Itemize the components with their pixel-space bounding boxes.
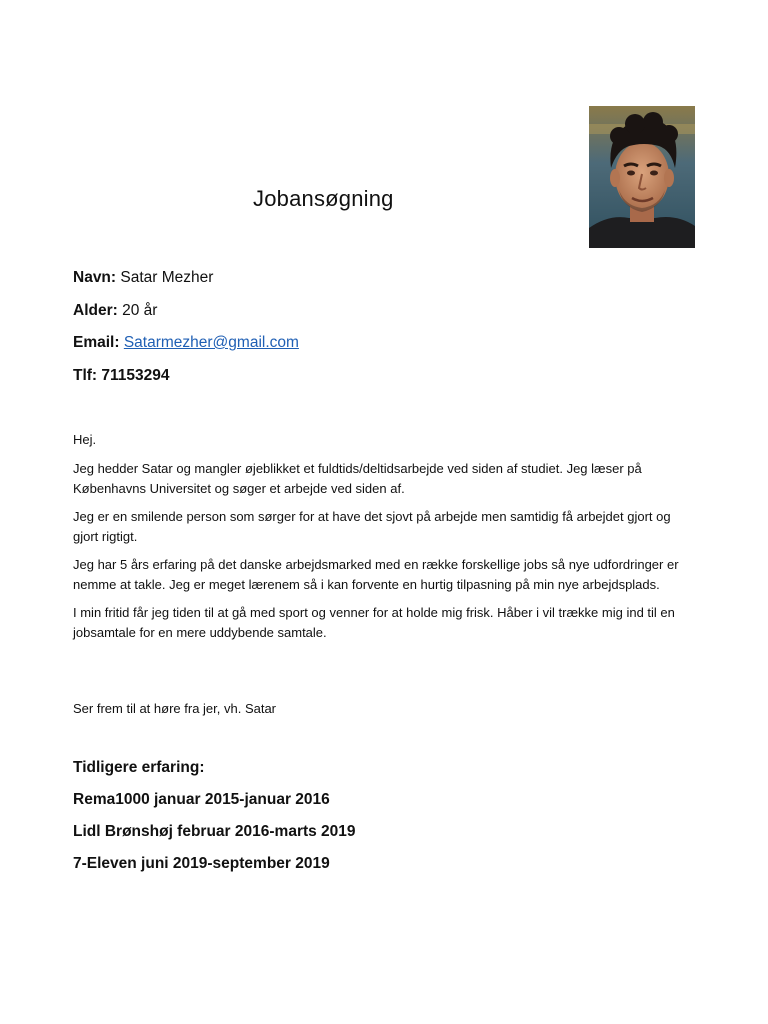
experience-heading: Tidligere erfaring:: [73, 759, 205, 776]
paragraph: Jeg har 5 års erfaring på det danske arbejdsmarked med en række forskellige jobs så nye udfordringer er nemme at takle. Jeg er meget lærenem så i kan forvente en hurtig tilpasning på min nye arbejdsplads.: [73, 557, 679, 592]
experience-section: [73, 758, 693, 886]
email-link[interactable]: Satarmezher@gmail.com: [123, 334, 299, 351]
experience-item: 7-Eleven juni 2019-september 2019: [73, 855, 330, 872]
name-value: Satar Mezher: [120, 269, 214, 286]
phone-value: 71153294: [101, 366, 170, 384]
age-value: 20 år: [122, 301, 158, 319]
paragraph: Jeg er en smilende person som sørger for at have det sjovt på arbejde men samtidig få arbejdet gjort og gjort rigtigt.: [73, 509, 671, 544]
experience-item: Lidl Brønshøj februar 2016-marts 2019: [73, 823, 356, 840]
phone-row: [73, 366, 693, 399]
paragraph: I min fritid får jeg tiden til at gå med sport og venner for at holde mig frisk. Håber i vil trække mig ind til en jobsamtale for en mere uddybende samtale.: [73, 605, 675, 640]
email-row: [73, 333, 693, 366]
email-label: Email:: [73, 334, 120, 351]
letter-body: [73, 430, 698, 651]
name-label: Navn:: [73, 269, 117, 286]
profile-photo: [589, 106, 695, 248]
greeting: Hej.: [73, 432, 97, 447]
age-label: Alder:: [73, 301, 118, 319]
experience-item: Rema1000 januar 2015-januar 2016: [73, 791, 330, 808]
paragraph: Jeg hedder Satar og mangler øjeblikket et fuldtids/deltidsarbejde ved siden af studiet. Jeg læser på Københavns Universitet og søger et arbejde ved siden af.: [73, 461, 642, 496]
age-row: [73, 301, 693, 334]
name-row: [73, 268, 693, 301]
document-title: Jobansøgning: [253, 186, 394, 211]
contact-info: [73, 268, 693, 398]
phone-label: Tlf:: [73, 366, 98, 384]
closing-line: Ser frem til at høre fra jer, vh. Satar: [73, 701, 277, 716]
